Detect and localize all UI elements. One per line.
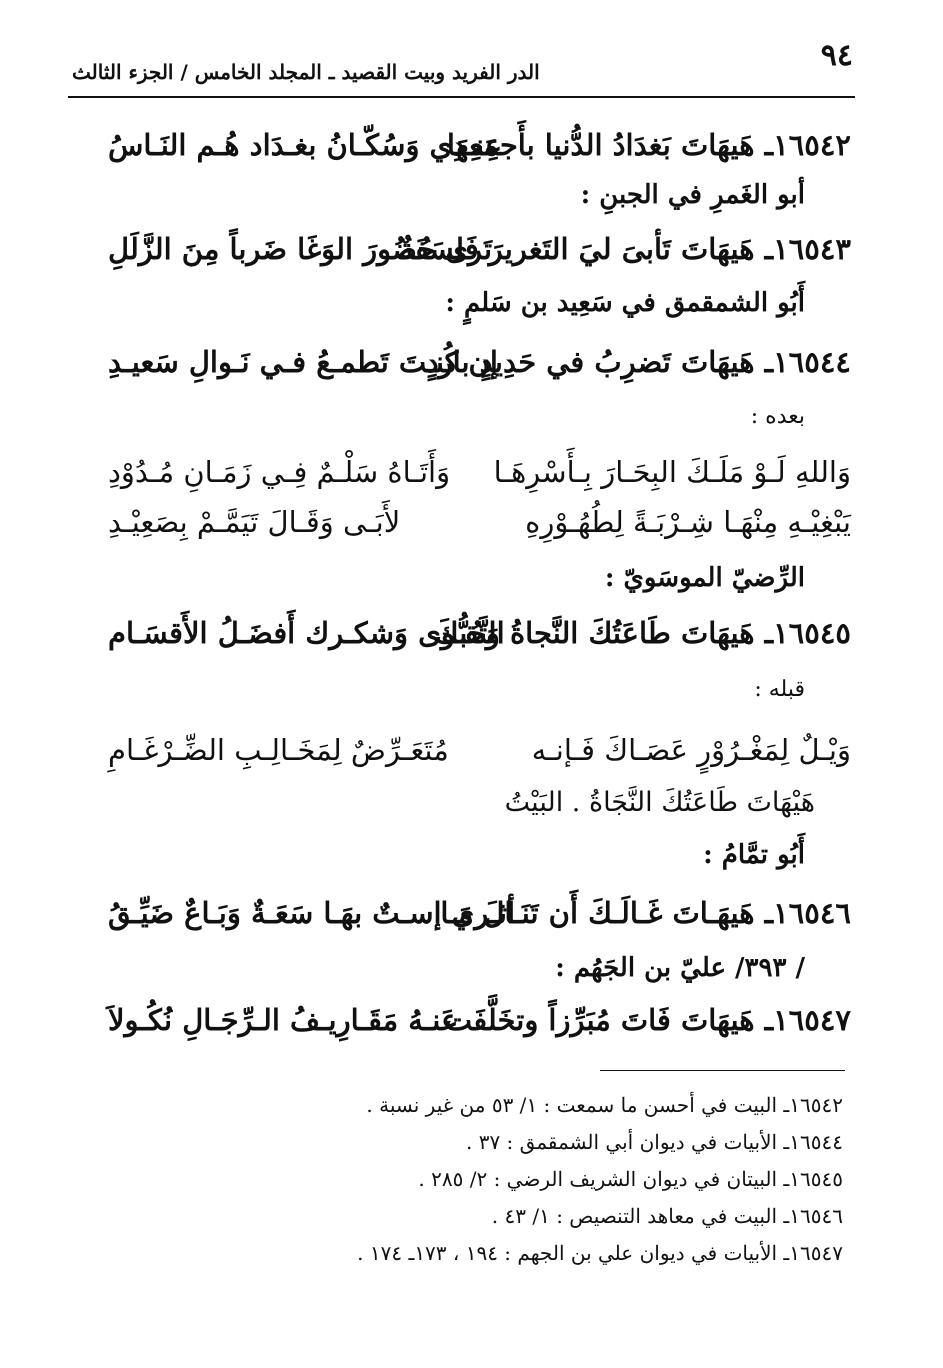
verse-first-hemistich: وَيْـلٌ لِمَغْـرُوْرٍ عَصَـاكَ فَـإنـه — [531, 733, 851, 767]
running-title: الدر الفريد وبيت القصيد ـ المجلد الخامس / الجزء الثالث — [72, 60, 540, 84]
verse-first-hemistich: ١٦٥٤٤ـ هَيهَاتَ تَضرِبُ في حَدِيدٍ باردٍ — [425, 345, 851, 379]
header-rule — [68, 96, 855, 98]
verse-first-hemistich: وَاللهِ لَـوْ مَلَـكَ البِحَـارَ بِـأَسْرِهَـا — [493, 455, 851, 489]
verse-second-hemistich: مُتَعَـرِّضٌ لِمَخَـالِـبِ الضِّـرْغَـامِ — [108, 733, 449, 767]
footnote-rule — [600, 1070, 845, 1071]
verse-second-hemistich: عِنـدِي وَسُكّـانُ بغـدَاد هُـم النَـاسُ — [108, 128, 503, 162]
poet-attribution: أبو الغَمرِ في الجبنِ : — [580, 180, 805, 210]
footnote: ١٦٥٤٦ـ البيت في معاهد التنصيص : ١/ ٤٣ . — [491, 1204, 843, 1228]
footnote: ١٦٥٤٥ـ البيتان في ديوان الشريف الرضي : ٢/ ٢٨٥ . — [418, 1167, 843, 1191]
footnote: ١٦٥٤٧ـ الأبيات في ديوان علي بن الجهم : ١٩٤ ، ١٧٣ـ ١٧٤ . — [357, 1241, 843, 1265]
verse-second-hemistich: لأَبَـى وَقَـالَ تَيَمَّـمْ بِصَعِيْـدِ — [108, 505, 401, 539]
verse-first-hemistich: يَبْغِيْـهِ مِنْهَـا شِـرْبَـةً لِطُهُـوْرِهِ — [525, 505, 851, 539]
verse-continuation: هَيْهَاتَ طَاعَتُكَ النَّجَاةُ . البَيْتُ — [504, 787, 815, 818]
context-note: قبله : — [754, 677, 805, 702]
context-note: بعده : — [750, 404, 805, 429]
verse-second-hemistich: التَّقـوى وَشكـرك أَفضَـلُ الأَقسَـام — [108, 616, 505, 650]
verse-second-hemistich: عَنـهُ مَقَـارِيـفُ الـرِّجَـالِ نُكُـولاَ — [108, 1003, 459, 1037]
verse-second-hemistich: إن كُنـتَ تَطمـعُ فـي نَـوالِ سَعيـدِ — [108, 345, 498, 379]
verse-first-hemistich: ١٦٥٤٥ـ هَيهَاتَ طَاعَتُكَ النَّجاةُ وَحُبُّكَ — [434, 616, 851, 650]
poet-attribution: أَبُو تمَّامُ : — [703, 840, 805, 870]
page-number: ٩٤ — [820, 38, 853, 73]
verse-first-hemistich: ١٦٥٤٦ـ هَيهَـاتَ غَـالَـكَ أَن تَنَـالَ مَـا — [440, 896, 851, 930]
poet-attribution: أَبُو الشمقمق في سَعِيد بن سَلمٍ : — [445, 288, 805, 318]
verse-first-hemistich: ١٦٥٤٣ـ هَيهَاتَ تَأبىَ ليَ التَغريرَ فَلسَفَةٌ — [399, 232, 851, 266]
verse-first-hemistich: ١٦٥٤٧ـ هَيهَاتَ فَاتَ مُبَرِّزاً وتخَلَّفَت — [444, 1003, 851, 1037]
footnote: ١٦٥٤٢ـ البيت في أحسن ما سمعت : ١/ ٥٣ من غير نسبة . — [366, 1093, 843, 1117]
footnote: ١٦٥٤٤ـ الأبيات في ديوان أبي الشمقمق : ٣٧ . — [466, 1130, 843, 1154]
poet-attribution: / ٣٩٣/ عليّ بن الجَهُم : — [555, 953, 805, 983]
verse-second-hemistich: أثـري إسـتٌ بهَـا سَعَـةٌ وَبَـاعٌ ضَيِّـقُ — [108, 896, 516, 930]
poet-attribution: الرِّضيّ الموسَويّ : — [604, 563, 805, 593]
verse-second-hemistich: وَأَتَـاهُ سَلْـمٌ فِـي زَمَـانِ مُـدُوْدِ — [108, 455, 451, 489]
verse-second-hemistich: تَرى حُضُورَ الوَغَا ضَرباً مِنَ الزَّلَلِ — [108, 232, 493, 266]
verse-first-hemistich: ١٦٥٤٢ـ هَيهَاتَ بَغدَادُ الدُّنيا بأَجمَعِهَا — [446, 128, 851, 162]
